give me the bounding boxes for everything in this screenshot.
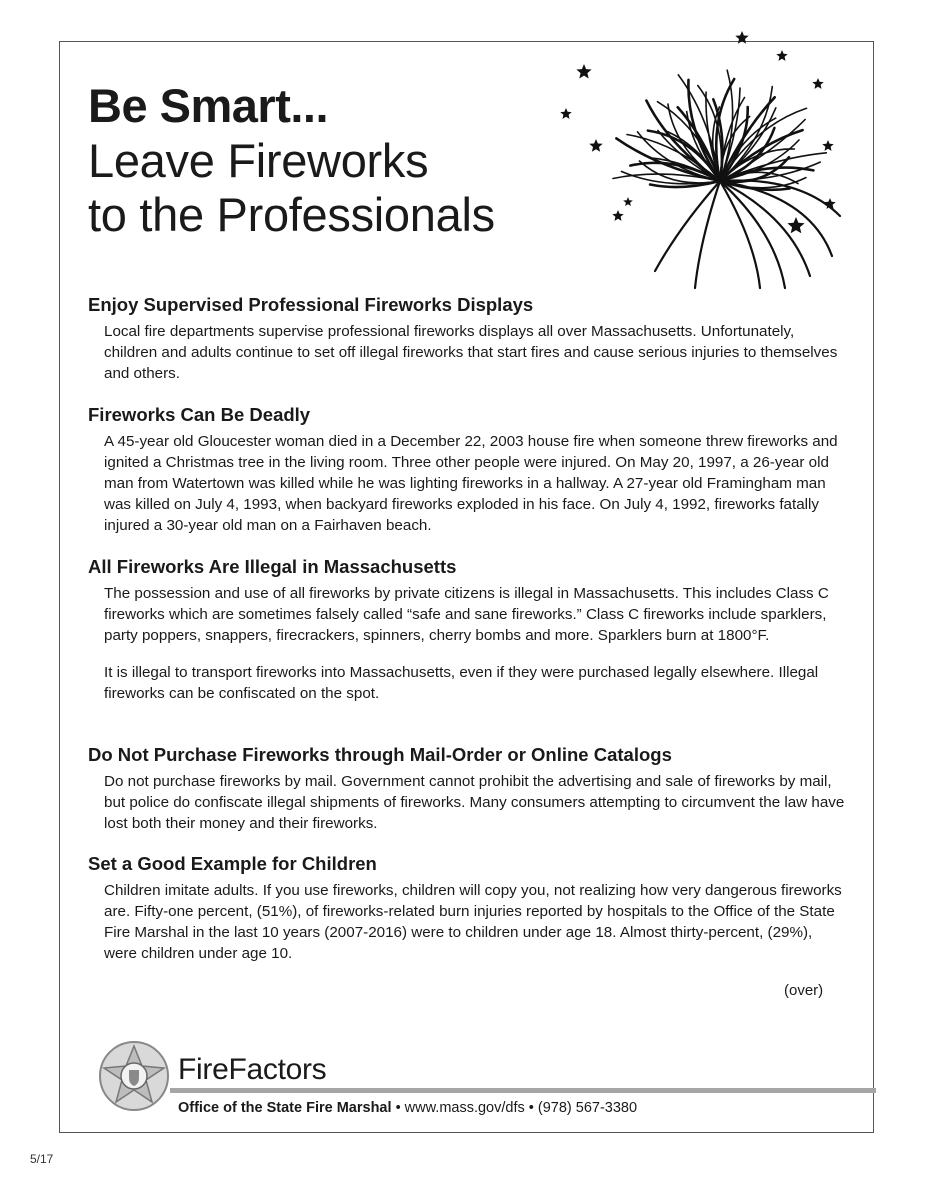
section-heading: Enjoy Supervised Professional Fireworks Displays	[88, 294, 534, 315]
star-icon	[612, 210, 623, 221]
star-icon	[589, 139, 602, 152]
title-line-2: Leave Fireworks	[88, 134, 429, 187]
star-icon	[822, 140, 833, 151]
burst-trail	[720, 181, 832, 256]
footer-phone: (978) 567-3380	[537, 1100, 638, 1116]
star-icon	[787, 217, 804, 233]
section-heading: All Fireworks Are Illegal in Massachusetts	[88, 556, 457, 577]
fireworks-burst-icon	[560, 26, 845, 294]
section-body: A 45-year old Gloucester woman died in a December 22, 2003 house fire when someone threw fireworks and ignited a Christmas tree in the living room. Three other people were injured. On May 20, 1997, a 26-year old man from Watertown was killed while he was lighting fireworks in a hallway. A 27-year old Framingham man was killed on July 4, 1993, when backyard fireworks exploded in his face. On July 4, 1992, fireworks fatally injured a 30-year old man on a Fairhaven beach.	[104, 433, 838, 534]
burst-trail	[655, 181, 720, 271]
section-good-example	[88, 852, 848, 964]
star-icon	[812, 78, 823, 89]
star-icon	[560, 108, 571, 119]
section-deadly	[88, 403, 848, 536]
section-body: Local fire departments supervise professional fireworks displays all over Massachusetts. Unfortunately, children and adults continue to set off illegal fireworks that start fires and cause serious injuries to themselves and others.	[104, 323, 838, 382]
section-heading: Set a Good Example for Children	[88, 853, 377, 874]
fire-marshal-seal-icon	[98, 1040, 170, 1112]
section-body: Children imitate adults. If you use fireworks, children will copy you, not realizing how very dangerous fireworks are. Fifty-one percent, (51%), of fireworks-related burn injuries reported by hospitals to the Office of the State Fire Marshal in the last 10 years (2007-2016) were to children under age 18. Almost thirty-percent, (29%), were children under age 10.	[104, 882, 842, 962]
section-body-2: It is illegal to transport fireworks into Massachusetts, even if they were purchased legally elsewhere. Illegal fireworks can be confiscated on the spot.	[104, 664, 819, 702]
page-title	[88, 78, 495, 242]
section-heading: Do Not Purchase Fireworks through Mail-Order or Online Catalogs	[88, 744, 672, 765]
burst-trail	[720, 181, 760, 288]
section-illegal	[88, 555, 848, 704]
over-label: (over)	[784, 982, 824, 999]
footer-org: Office of the State Fire Marshal	[178, 1100, 392, 1116]
footer-website[interactable]: www.mass.gov/dfs	[404, 1100, 525, 1116]
section-supervised-displays	[88, 293, 848, 384]
brand-firefactors: FireFactors	[178, 1053, 327, 1086]
footer-separator: •	[528, 1100, 534, 1116]
star-icon	[776, 50, 787, 61]
section-heading: Fireworks Can Be Deadly	[88, 404, 311, 425]
date-code: 5/17	[30, 1152, 54, 1166]
title-line-3: to the Professionals	[88, 188, 495, 241]
footer-divider	[170, 1088, 876, 1093]
title-line-1: Be Smart...	[88, 79, 329, 132]
section-body: Do not purchase fireworks by mail. Government cannot prohibit the advertising and sale of fireworks by mail, but police do confiscate illegal shipments of fireworks. Many consumers attempting to circumvent the law have lost both their money and their fireworks.	[104, 773, 845, 832]
star-icon	[623, 197, 633, 206]
footer-separator: •	[395, 1100, 401, 1116]
footer-contact	[178, 1100, 637, 1116]
section-body: The possession and use of all fireworks by private citizens is illegal in Massachusetts. This includes Class C fireworks which are sometimes falsely called “safe and sane fireworks.” Class C fireworks include sparklers, party poppers, snappers, firecrackers, spinners, cherry bombs and more. Sparklers burn at 1800°F.	[104, 585, 829, 644]
star-icon	[735, 31, 748, 44]
section-mail-order	[88, 743, 848, 834]
star-icon	[576, 64, 591, 79]
